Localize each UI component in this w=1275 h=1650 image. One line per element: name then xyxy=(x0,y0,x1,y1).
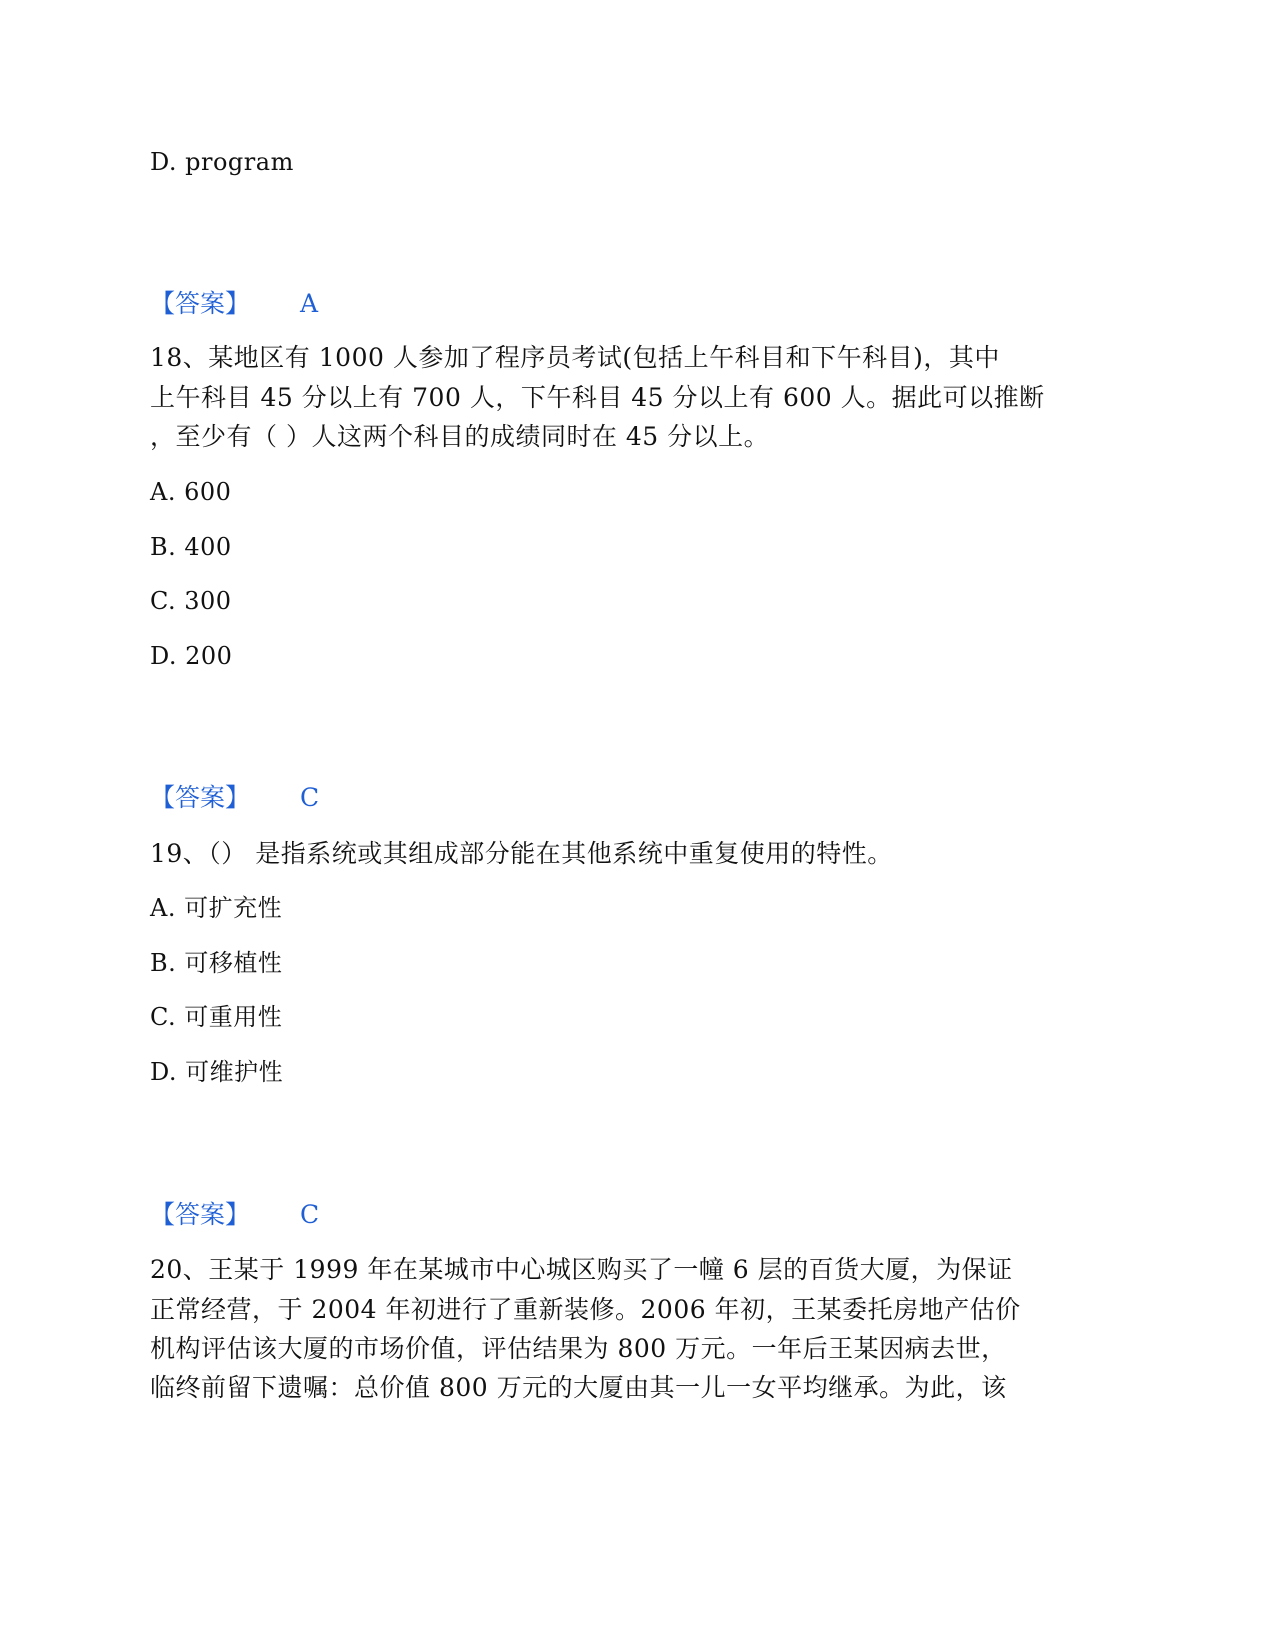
q18-answer xyxy=(150,782,320,814)
q17-option-d: D. program xyxy=(150,148,294,176)
answer-label: 【答案】 xyxy=(150,783,251,812)
q19-answer xyxy=(150,1199,320,1231)
answer-label: 【答案】 xyxy=(150,1200,251,1229)
q18-option-a: A. 600 xyxy=(150,478,232,506)
q18-stem-line-2: 上午科目 45 分以上有 700 人，下午科目 45 分以上有 600 人。据此可以推断 xyxy=(150,383,1045,412)
q20-stem-line-1: 20、王某于 1999 年在某城市中心城区购买了一幢 6 层的百货大厦，为保证 xyxy=(150,1255,1013,1284)
q18-stem-line-3: ，至少有（ ）人这两个科目的成绩同时在 45 分以上。 xyxy=(150,422,770,451)
q19-option-c: C. 可重用性 xyxy=(150,1003,283,1031)
answer-value: C xyxy=(300,1200,320,1229)
q19-option-a: A. 可扩充性 xyxy=(150,894,283,922)
q19-stem: 19、（） 是指系统或其组成部分能在其他系统中重复使用的特性。 xyxy=(150,839,893,868)
answer-value: A xyxy=(300,289,319,318)
q18-option-b: B. 400 xyxy=(150,533,232,561)
q19-option-d: D. 可维护性 xyxy=(150,1058,284,1086)
q18-option-d: D. 200 xyxy=(150,642,233,670)
q20-stem-line-4: 临终前留下遗嘱：总价值 800 万元的大厦由其一儿一女平均继承。为此，该 xyxy=(150,1373,1007,1402)
q18-stem-line-1: 18、某地区有 1000 人参加了程序员考试(包括上午科目和下午科目)，其中 xyxy=(150,343,1000,372)
q18-option-c: C. 300 xyxy=(150,587,232,615)
q17-answer xyxy=(150,288,319,320)
q20-stem-line-3: 机构评估该大厦的市场价值，评估结果为 800 万元。一年后王某因病去世， xyxy=(150,1334,1007,1363)
answer-label: 【答案】 xyxy=(150,289,251,318)
q19-option-b: B. 可移植性 xyxy=(150,949,283,977)
q20-stem-line-2: 正常经营，于 2004 年初进行了重新装修。2006 年初，王某委托房地产估价 xyxy=(150,1295,1021,1324)
answer-value: C xyxy=(300,783,320,812)
